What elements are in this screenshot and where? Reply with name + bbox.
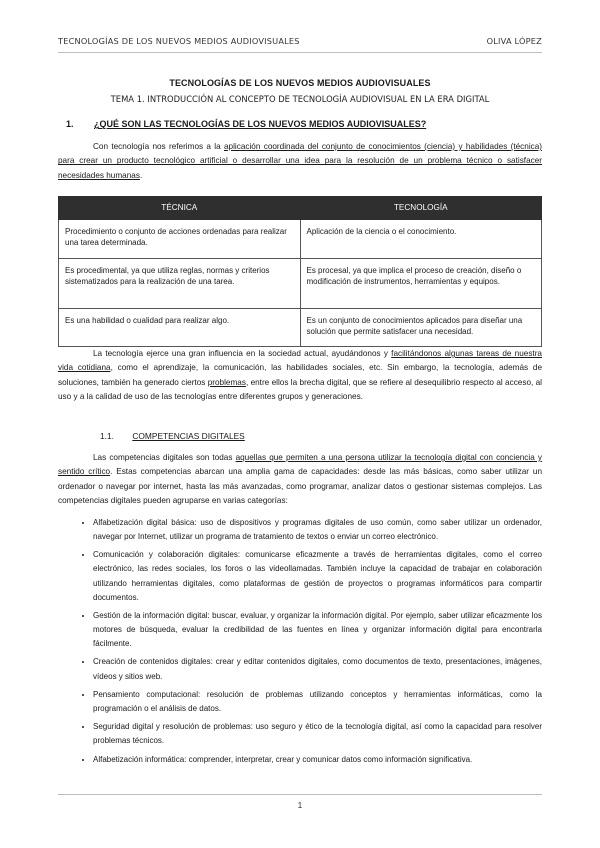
- influence-underlined-2: problemas: [207, 377, 246, 387]
- table-cell: Es un conjunto de conocimientos aplicados para diseñar una solución que permite satisfacer una necesidad.: [300, 309, 542, 347]
- header-rule: [58, 52, 542, 53]
- subsection-title: COMPETENCIAS DIGITALES: [132, 431, 245, 441]
- competencias-paragraph: [58, 451, 542, 509]
- section-heading: [66, 119, 427, 129]
- page-number: 1: [297, 800, 303, 810]
- influence-text-3: , entre ellos la brecha digital, que se refiere al desequilibrio respecto al acceso, al uso y a la calidad de uso de las tecnologías entre diferentes grupos y generaciones.: [58, 377, 542, 402]
- table-header-tecnica: TÉCNICA: [59, 197, 301, 220]
- table-cell: Es procedimental, ya que utiliza reglas, normas y criterios sistematizados para la realización de una tarea.: [59, 259, 301, 309]
- influence-underlined-1: facilitándonos algunas tareas de nuestra vida cotidiana: [58, 349, 542, 373]
- competencias-text-2: . Estas competencias abarcan una amplia gama de capacidades: desde las más básicas, como saber utilizar un ordenador o navegar por internet, hasta las más avanzadas, como programar, analizar datos o gestionar sistemas complejos. Las competencias digitales pueden agruparse en varias categorías:: [58, 467, 542, 506]
- list-item: • Gestión de la información digital: buscar, evaluar, y organizar la información digital. Por ejemplo, saber utilizar eficazmente los motores de búsqueda, evaluar la credibilidad de las fuentes en línea y organizar información digital para encontrarla fácilmente.: [93, 609, 542, 651]
- intro-text: Con tecnología nos referimos a la: [93, 142, 224, 151]
- document-subtitle: TEMA 1. INTRODUCCIÓN AL CONCEPTO DE TECNOLOGÍA AUDIOVISUAL EN LA ERA DIGITAL: [110, 94, 490, 104]
- running-header-author: OLIVA LÓPEZ: [486, 36, 542, 46]
- table-header-row: [59, 197, 542, 220]
- table-row: [59, 309, 542, 347]
- intro-paragraph: [58, 140, 542, 183]
- list-item: • Alfabetización digital básica: uso de dispositivos y programas digitales de uso común, como saber utilizar un ordenador, navegar por Internet, utilizar un programa de tratamiento de textos o enviar un correo electrónico.: [93, 516, 542, 544]
- subsection-heading: [100, 431, 245, 441]
- running-header-title: TECNOLOGÍAS DE LOS NUEVOS MEDIOS AUDIOVISUALES: [58, 36, 300, 46]
- document-title: TECNOLOGÍAS DE LOS NUEVOS MEDIOS AUDIOVISUALES: [169, 78, 431, 88]
- running-header: [58, 36, 542, 46]
- section-title: ¿QUÉ SON LAS TECNOLOGÍAS DE LOS NUEVOS MEDIOS AUDIOVISUALES?: [94, 119, 427, 129]
- categories-list: [75, 516, 542, 771]
- footer-rule: [58, 794, 542, 795]
- table-row: [59, 220, 542, 259]
- section-number: 1.: [66, 119, 74, 129]
- list-item: • Comunicación y colaboración digitales: comunicarse eficazmente a través de herramientas digitales, como el correo electrónico, las redes sociales, los foros o las videollamadas. También incluye la capacidad de trabajar en colaboración utilizando herramientas digitales, como plataformas de gestión de proyectos o programas informáticos para compartir documentos.: [93, 548, 542, 604]
- tecnica-tecnologia-table: [58, 196, 542, 347]
- list-item: • Creación de contenidos digitales: crear y editar contenidos digitales, como documentos de texto, presentaciones, imágenes, vídeos y sitios web.: [93, 655, 542, 683]
- table-cell: Es procesal, ya que implica el proceso de creación, diseño o modificación de instrumentos, herramientas y equipos.: [300, 259, 542, 309]
- influence-text-2: , como el aprendizaje, la comunicación, las habilidades sociales, etc. Sin embargo, la tecnología, además de soluciones, también ha generado ciertos: [58, 363, 542, 387]
- table-cell: Procedimiento o conjunto de acciones ordenadas para realizar una tarea determinada.: [59, 220, 301, 259]
- table-row: [59, 259, 542, 309]
- intro-end: .: [139, 170, 143, 180]
- list-item: • Seguridad digital y resolución de problemas: uso seguro y ético de la tecnología digital, así como la capacidad para resolver problemas técnicos.: [93, 720, 542, 748]
- influence-paragraph: [58, 347, 542, 405]
- subsection-number: 1.1.: [100, 431, 114, 441]
- table-header-tecnologia: TECNOLOGÍA: [300, 197, 542, 220]
- competencias-text-1: Las competencias digitales son todas: [93, 453, 236, 462]
- competencias-definition: aquellas que permiten a una persona utilizar la tecnología digital con conciencia y sentido crítico: [58, 453, 542, 477]
- intro-definition: aplicación coordinada del conjunto de conocimientos (ciencia) y habilidades (técnica) para crear un producto tecnológico artificial o desarrollar una idea para la resolución de un problema técnico o satisfacer necesidades humanas: [58, 142, 543, 180]
- list-item: • Alfabetización informática: comprender, interpretar, crear y comunicar datos como información significativa.: [93, 753, 542, 767]
- list-item: • Pensamiento computacional: resolución de problemas utilizando conceptos y herramientas informáticas, como la programación o el análisis de datos.: [93, 688, 542, 716]
- table-cell: Es una habilidad o cualidad para realizar algo.: [59, 309, 301, 347]
- table-cell: Aplicación de la ciencia o el conocimiento.: [300, 220, 542, 259]
- influence-text-1: La tecnología ejerce una gran influencia en la sociedad actual, ayudándonos y: [93, 349, 392, 358]
